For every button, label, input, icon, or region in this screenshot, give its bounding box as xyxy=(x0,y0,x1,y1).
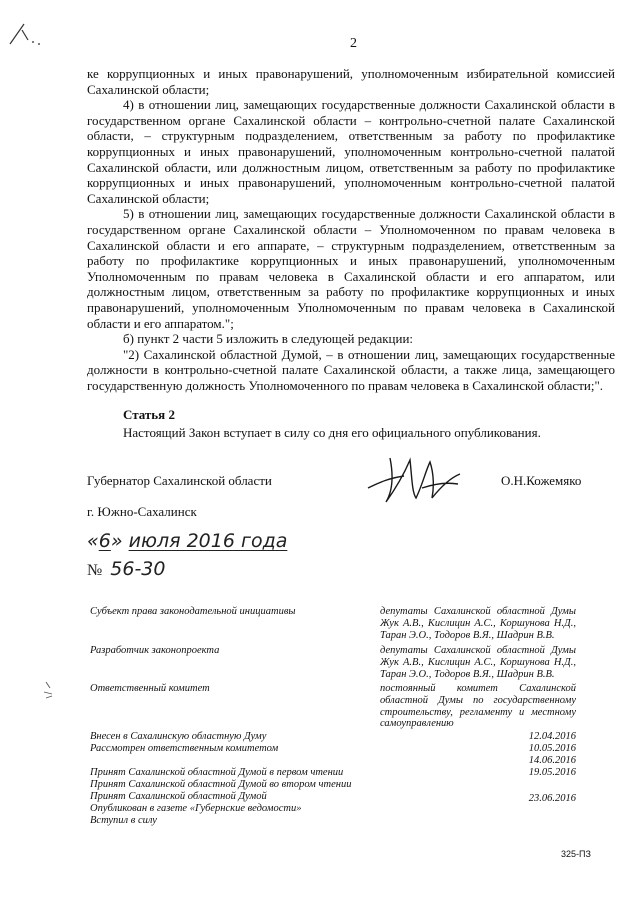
article-text: Настоящий Закон вступает в силу со дня его официального опубликования. xyxy=(123,425,541,440)
committee-label: Ответственный комитет xyxy=(90,683,210,694)
history-date: 19.05.2016 xyxy=(528,767,576,778)
date-close-quote: » xyxy=(110,530,123,552)
subject-label: Субъект права законодательной инициативы xyxy=(90,606,296,617)
developer-value: депутаты Сахалинской областной Думы Жук А.В., Кислицин А.С., Коршунова Н.Д., Таран Э.О., Тодоров В.Я., Шадрин В.В. xyxy=(380,645,576,680)
article-title: Статья 2 xyxy=(123,407,175,422)
history-label: Опубликован в газете «Губернские ведомости» xyxy=(90,803,302,814)
history-label: Вступил в силу xyxy=(90,815,157,826)
document-body xyxy=(87,66,615,393)
governor-signature xyxy=(360,448,470,508)
governor-name: О.Н.Кожемяко xyxy=(501,473,582,488)
committee-value: постоянный комитет Сахалинской областной Думы по государственному строительству, регламенту и местному самоуправлению xyxy=(380,683,576,730)
history-label: Принят Сахалинской областной Думой во втором чтении xyxy=(90,779,352,790)
history-date: 23.06.2016 xyxy=(528,793,576,804)
date-month-year: июля 2016 года xyxy=(128,530,288,552)
history-label: Принят Сахалинской областной Думой в первом чтении xyxy=(90,767,344,778)
city-name: г. Южно-Сахалинск xyxy=(87,504,197,519)
page-number: 2 xyxy=(350,36,357,51)
history-date: 10.05.2016 xyxy=(528,743,576,754)
body-paragraph: 5) в отношении лиц, замещающих государственные должности Сахалинской области в государственном органе Сахалинской области – Уполномоченном по правам человека в Сахалинской области и его аппарате, – структурным подразделением, ответственным за работу по профилактике коррупционных и иных правонарушений, уполномоченным Уполномоченным по правам человека в Сахалинской области и его аппаратом, или должностным лицом, ответственным за работу по профилактике коррупционных и иных правонарушений, уполномоченным Уполномоченным по правам человека в Сахалинской области и его аппаратом."; xyxy=(87,206,615,331)
history-label: Рассмотрен ответственным комитетом xyxy=(90,743,279,754)
date-open-quote: « xyxy=(87,530,99,552)
corner-scribble-mark xyxy=(6,20,46,50)
history-date: 12.04.2016 xyxy=(528,731,576,742)
margin-mark xyxy=(40,678,60,702)
history-label: Принят Сахалинской областной Думой xyxy=(90,791,267,802)
history-label: Внесен в Сахалинскую областную Думу xyxy=(90,731,267,742)
law-number xyxy=(87,558,165,580)
developer-label: Разработчик законопроекта xyxy=(90,645,220,656)
signing-date xyxy=(87,530,287,552)
history-date: 14.06.2016 xyxy=(528,755,576,766)
subject-value: депутаты Сахалинской областной Думы Жук А.В., Кислицин А.С., Коршунова Н.Д., Таран Э.О., Тодоров В.Я., Шадрин В.В. xyxy=(380,606,576,641)
body-paragraph: "2) Сахалинской областной Думой, – в отношении лиц, замещающих государственные должности в контрольно-счетной палате Сахалинской области, а также лица, замещающего государственную должность Уполномоченного по правам человека в Сахалинской области;". xyxy=(87,346,615,393)
body-paragraph: 4) в отношении лиц, замещающих государственные должности Сахалинской области в государственном органе Сахалинской области – контрольно-счетной палате Сахалинской области, – структурным подразделением, ответственным за работу по профилактике коррупционных и иных правонарушений, уполномоченным контрольно-счетной палатой Сахалинской области, или должностным лицом, ответственным за работу по профилактике коррупционных и иных правонарушений, уполномоченным контрольно-счетной палатой Сахалинской области; xyxy=(87,97,615,206)
number-value: 56-30 xyxy=(110,558,166,580)
body-paragraph: ке коррупционных и иных правонарушений, уполномоченным избирательной комиссией Сахалинской области; xyxy=(87,66,615,97)
number-label: № xyxy=(87,562,103,579)
document-code: 325-ПЗ xyxy=(561,849,591,859)
body-paragraph: б) пункт 2 части 5 изложить в следующей редакции: xyxy=(123,331,414,347)
governor-title: Губернатор Сахалинской области xyxy=(87,473,272,488)
date-day: 6 xyxy=(98,530,111,552)
